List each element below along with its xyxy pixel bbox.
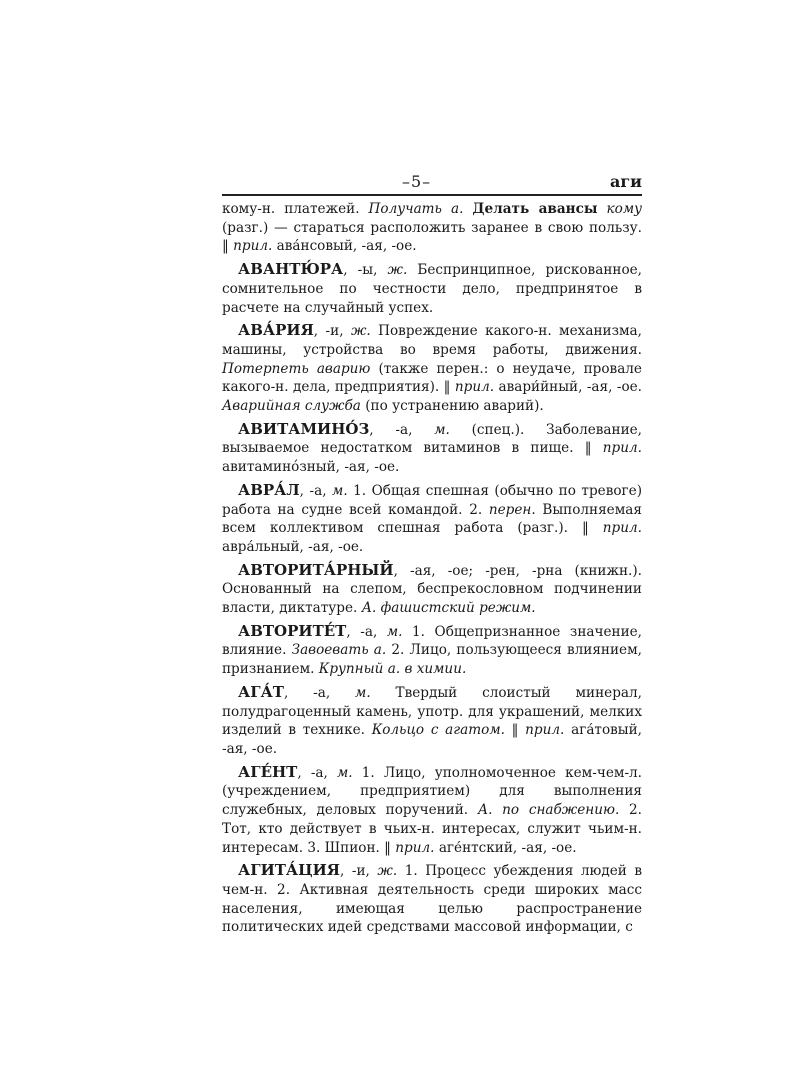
entry-text: ава́нсовый, -ая, -ое. <box>272 238 417 255</box>
entry-text <box>598 201 607 217</box>
entry-text: , -и, <box>313 323 351 340</box>
entry-headword: АВТОРИТЕ́Т <box>238 621 347 640</box>
entry-continuation <box>222 200 642 256</box>
running-head: аги <box>609 172 642 191</box>
italic-text: Аварийная служба <box>222 398 361 415</box>
italic-text: перен. <box>488 501 536 518</box>
italic-text: Потерпеть аварию <box>222 360 371 377</box>
entry-headword: АВРА́Л <box>238 480 300 499</box>
italic-text: прил. <box>602 440 642 457</box>
italic-text: Завоевать а. <box>291 642 387 659</box>
italic-text: Кольцо с агатом. <box>371 722 505 739</box>
entry-headword: АГЕ́НТ <box>238 762 298 781</box>
entry-text: , -ы, <box>343 262 388 279</box>
italic-text: прил. <box>454 379 495 396</box>
entry-headword: АВТОРИТА́РНЫЙ <box>238 560 394 579</box>
entry-text: авра́льный, -ая, -ое. <box>222 538 364 555</box>
entry-text: Твердый слоистый минерал, полудрагоценный камень, употр. для украшений, мелких изделий в технике. <box>222 684 642 739</box>
entry-text: Повреждение какого-н. механизма, машины, устройства во время работы, движения. <box>222 323 642 358</box>
entry-text: (спец.). Заболевание, вызываемое недостатком витаминов в пище. ‖ <box>222 421 643 457</box>
entry-text: 2. Лицо, пользующееся влиянием, признанием. <box>222 642 642 678</box>
italic-text: м. <box>386 623 403 640</box>
entry-text: авари́йный, -ая, -ое. <box>494 379 642 396</box>
italic-text: Крупный а. в химии. <box>318 661 467 678</box>
entry-text: , -а, <box>297 764 338 781</box>
entry-text: аге́нтский, -ая, -ое. <box>434 839 577 856</box>
dictionary-page <box>222 168 642 941</box>
dictionary-entry <box>222 861 642 937</box>
entry-headword: АВАНТЮ́РА <box>238 260 344 279</box>
entry-text: 1. Общепризнанное значение, влияние. <box>222 623 642 659</box>
entry-text: 2. Тот, кто действует в чьих-н. интересах, служит чьим-н. интересам. 3. Шпион. ‖ <box>222 802 642 856</box>
entry-text: , -и, <box>340 863 378 880</box>
dictionary-entry <box>222 481 642 557</box>
italic-text: м. <box>337 764 353 781</box>
entry-text: (разг.) — стараться расположить заранее в свою пользу. ‖ <box>222 219 642 255</box>
entry-headword: АВИТАМИНО́З <box>238 419 370 438</box>
dictionary-entry <box>222 622 642 679</box>
dictionary-entry <box>222 260 642 317</box>
entry-text: ага́товый, -ая, -ое. <box>222 722 642 757</box>
page-number: –5– <box>402 172 432 191</box>
dictionary-entry <box>222 561 642 618</box>
italic-text: ж. <box>387 262 408 279</box>
entry-text: , -а, <box>283 684 356 701</box>
italic-text: кому <box>606 201 642 217</box>
italic-text: А. фашистский режим. <box>361 600 536 617</box>
entry-text: 1. Лицо, уполномоченное кем-чем-л. (учреждением, предприятием) для выполнения служебных, деловых поручений. <box>222 764 643 819</box>
italic-text: прил. <box>525 722 565 739</box>
italic-text: прил. <box>395 839 435 856</box>
italic-text: ж. <box>350 323 371 340</box>
header-rule <box>222 194 642 196</box>
entry-text: авитаминóзный, -ая, -ое. <box>222 459 400 476</box>
bold-text: Делать авансы <box>472 201 598 217</box>
entry-text: кому-н. платежей. <box>222 201 369 217</box>
entry-text: Беспринципное, рискованное, сомнительное по честности дело, предпринятое в расчете на случайный успех. <box>222 262 642 316</box>
dictionary-entry <box>222 763 642 858</box>
entry-text: , -а, <box>346 623 387 640</box>
entry-text: , -а, <box>369 421 435 438</box>
entry-text: 1. Процесс убеждения людей в чем-н. 2. Активная деятельность среди широких масс населения, имеющая целью распространение политических идей средствами массовой информации, с <box>222 863 642 936</box>
entry-text: Выполняемая всем коллективом спешная работа (разг.). ‖ <box>222 501 642 537</box>
entry-headword: АВА́РИЯ <box>238 321 314 340</box>
entry-text: (по устранению аварий). <box>360 398 544 415</box>
entry-text: ‖ <box>504 722 526 739</box>
dictionary-entries <box>222 200 642 937</box>
dictionary-entry <box>222 683 642 759</box>
italic-text: прил. <box>602 520 642 537</box>
dictionary-entry <box>222 321 642 416</box>
entry-text: (также перен.: о неудаче, провале какого-н. дела, предприятия). ‖ <box>222 360 642 396</box>
italic-text: м. <box>434 421 450 438</box>
entry-headword: АГА́Т <box>238 682 284 701</box>
italic-text: м. <box>355 684 371 701</box>
italic-text: Получать а. <box>368 201 464 217</box>
entry-text: 1. Общая спешная (обычно по тревоге) работа на судне всей командой. 2. <box>222 482 643 518</box>
dictionary-entry <box>222 420 642 477</box>
entry-text: , -а, <box>299 482 333 499</box>
entry-headword: АГИТА́ЦИЯ <box>238 861 341 880</box>
page-header <box>222 168 642 194</box>
italic-text: ж. <box>377 863 398 880</box>
entry-text: , -ая, -ое; -рен, -рна (книжн.). Основанный на слепом, беспрекословном подчинении власти, диктатуре. <box>222 562 642 617</box>
italic-text: м. <box>332 482 348 499</box>
italic-text: прил. <box>233 238 273 255</box>
italic-text: А. по снабжению. <box>477 802 620 819</box>
